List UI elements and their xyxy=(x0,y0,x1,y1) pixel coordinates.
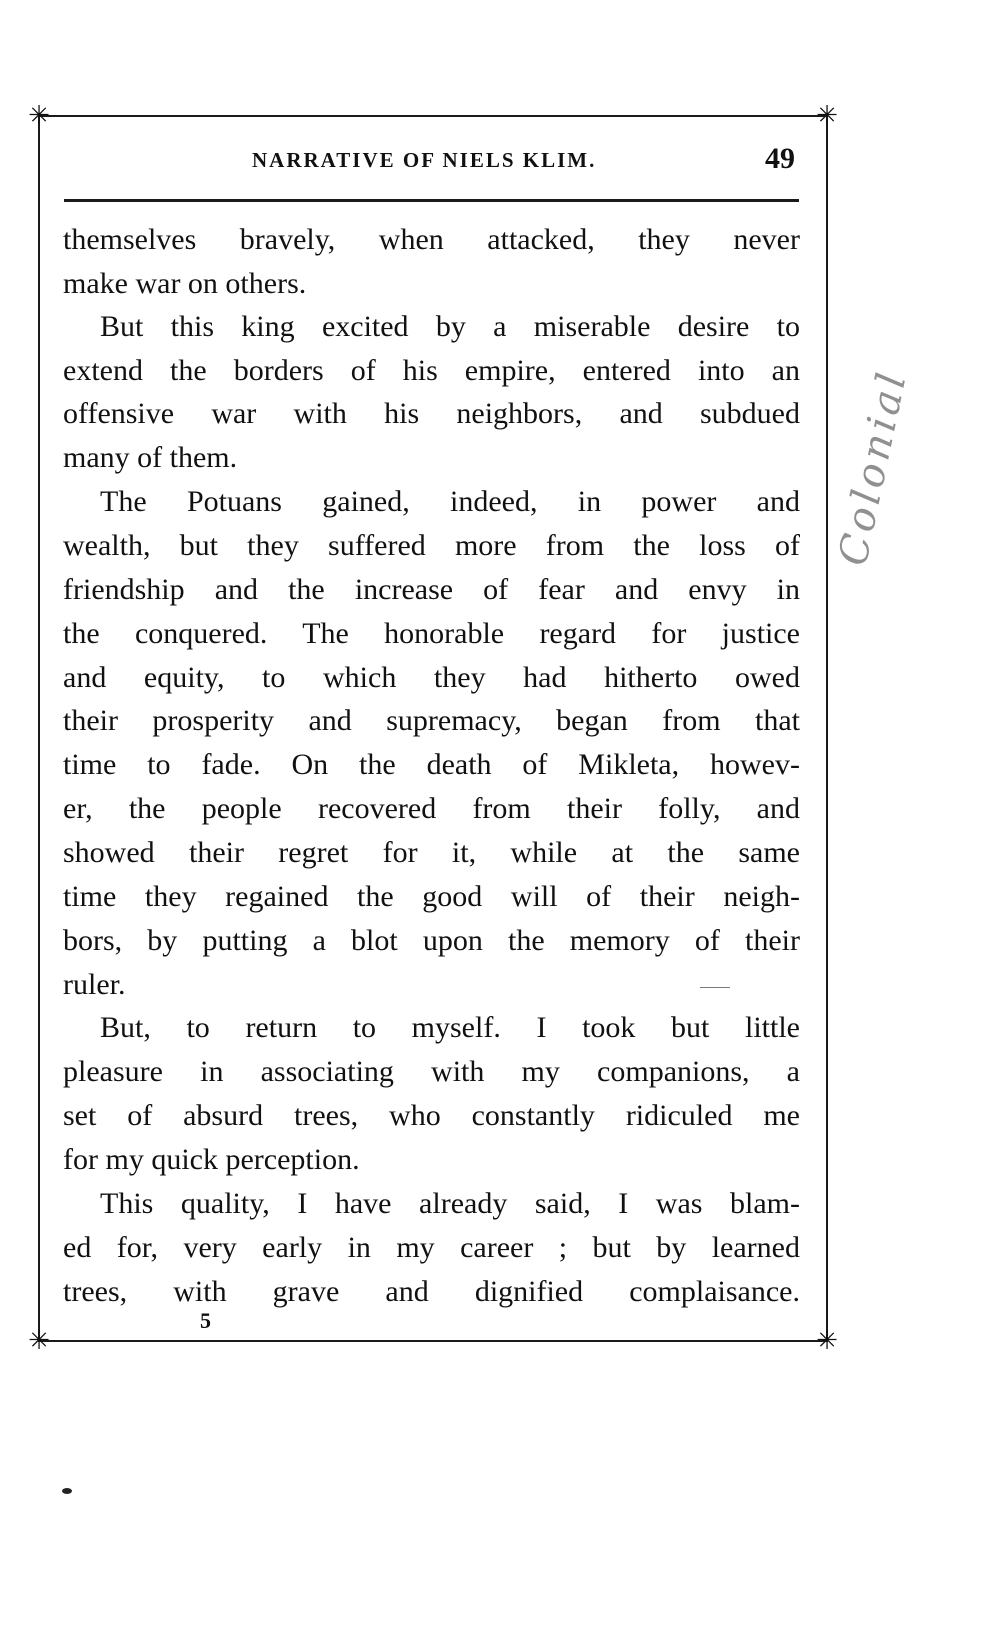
body-line: friendship and the increase of fear and envy in xyxy=(63,573,800,606)
ornament-bottom-left-icon: ✳ xyxy=(28,1326,50,1356)
ornament-top-left-icon: ✳ xyxy=(28,101,50,131)
frame-top-rule xyxy=(40,115,826,117)
ink-speck xyxy=(700,987,730,988)
body-line: This quality, I have already said, I was blam- xyxy=(100,1187,800,1220)
body-line: showed their regret for it, while at the same xyxy=(63,836,800,869)
body-line: ed for, very early in my career ; but by learned xyxy=(63,1231,800,1264)
body-line: bors, by putting a blot upon the memory of their xyxy=(63,924,800,957)
margin-annotation: Colonial xyxy=(830,365,917,570)
body-line: the conquered. The honorable regard for justice xyxy=(63,617,800,650)
body-line: time to fade. On the death of Mikleta, howev- xyxy=(63,748,800,781)
body-line: ruler. xyxy=(63,968,126,1001)
body-line: and equity, to which they had hitherto owed xyxy=(63,661,800,694)
signature-mark: 5 xyxy=(200,1308,211,1333)
body-line: for my quick perception. xyxy=(63,1143,360,1176)
body-line: er, the people recovered from their folly, and xyxy=(63,792,800,825)
frame-left-rule xyxy=(38,115,40,1342)
frame-bottom-rule xyxy=(40,1340,826,1342)
page-number: 49 xyxy=(765,142,795,175)
body-line: trees, with grave and dignified complaisance. xyxy=(63,1275,800,1308)
ink-speck xyxy=(62,1488,72,1494)
ornament-top-right-icon: ✳ xyxy=(816,101,838,131)
body-line: make war on others. xyxy=(63,267,307,300)
body-line: But this king excited by a miserable desire to xyxy=(100,310,800,343)
body-line: The Potuans gained, indeed, in power and xyxy=(100,485,800,518)
frame-right-rule xyxy=(826,115,828,1342)
body-line: pleasure in associating with my companions, a xyxy=(63,1055,800,1088)
body-line: wealth, but they suffered more from the loss of xyxy=(63,529,800,562)
body-line: time they regained the good will of their neigh- xyxy=(63,880,800,913)
body-line: their prosperity and supremacy, began from that xyxy=(63,704,800,737)
ornament-bottom-right-icon: ✳ xyxy=(816,1326,838,1356)
header-rule xyxy=(64,199,799,202)
body-line: But, to return to myself. I took but little xyxy=(100,1011,800,1044)
running-title: NARRATIVE OF NIELS KLIM. xyxy=(252,148,597,172)
body-line: set of absurd trees, who constantly ridiculed me xyxy=(63,1099,800,1132)
body-line: offensive war with his neighbors, and subdued xyxy=(63,397,800,430)
body-line: themselves bravely, when attacked, they never xyxy=(63,223,800,256)
body-line: extend the borders of his empire, entered into an xyxy=(63,354,800,387)
body-line: many of them. xyxy=(63,441,238,474)
